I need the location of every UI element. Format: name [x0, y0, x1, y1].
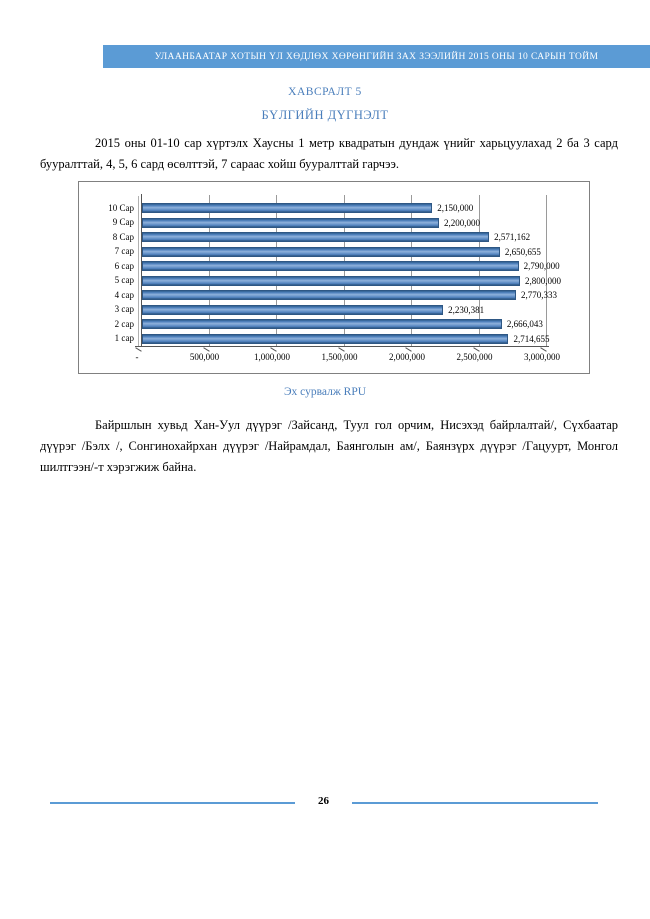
category-label: 2 сар — [114, 318, 134, 329]
x-axis-tick-label: 500,000 — [189, 352, 220, 362]
bar-value-label: 2,770,333 — [520, 290, 557, 301]
x-axis-tick-label: 1,000,000 — [254, 352, 290, 362]
bar — [142, 203, 432, 213]
page-number: 26 — [318, 795, 329, 807]
category-label: 4 сар — [114, 289, 134, 300]
bar-value-label: 2,200,000 — [444, 217, 480, 228]
bar — [142, 276, 520, 286]
category-label: 1 сар — [114, 333, 134, 344]
chart-source-caption: Эх сурвалж RPU — [283, 386, 367, 398]
bar — [142, 305, 443, 315]
chart-left-wall-line — [138, 196, 139, 346]
bar-value-label: 2,650,655 — [504, 246, 541, 257]
bar — [142, 261, 519, 271]
category-label: 10 Сар — [108, 202, 134, 213]
x-axis-tick-label: 2,500,000 — [456, 352, 493, 362]
footer-rule-right — [352, 802, 598, 804]
x-axis-tick-label: 3,000,000 — [524, 352, 560, 362]
category-label: 3 сар — [114, 304, 134, 315]
bar — [142, 247, 500, 257]
bar-value-label: 2,666,043 — [506, 319, 543, 330]
section-title: БҮЛГИЙН ДҮГНЭЛТ — [261, 108, 389, 122]
chart-area — [78, 181, 590, 374]
category-label: 8 Сар — [112, 231, 134, 242]
bar-value-label: 2,714,655 — [513, 333, 550, 344]
bar-value-label: 2,800,000 — [525, 275, 561, 286]
x-axis-tick-label: 1,500,000 — [321, 352, 358, 362]
paragraph-summary: 2015 оны 01-10 сар хүртэлх Хаусны 1 метр квадратын дундаж үнийг харьцуулахад 2 ба 3 сард бууралттай, 4, 5, 6 сард өсөлттэй, 7 сараас хойш бууралттай гарчээ. — [40, 136, 618, 171]
bar — [142, 334, 508, 344]
bar — [142, 218, 439, 228]
x-axis-tick-label: - — [135, 352, 139, 362]
category-label: 7 сар — [114, 246, 134, 257]
bar-value-label: 2,230,381 — [448, 304, 485, 315]
x-axis-tick-label: 2,000,000 — [389, 352, 425, 362]
footer-rule-left — [50, 802, 295, 804]
bar-value-label: 2,150,000 — [437, 203, 474, 213]
paragraph-locations: Байршлын хувьд Хан-Уул дүүрэг /Зайсанд, Туул гол орчим, Нисэхэд байрлалтай/, Сүхбаатар дүүрэг /Бэлх /, Сонгинохайрхан дүүрэг /Найрамдал, Баянголын ам/, Баянзүрх дүүрэг /Гацуурт, Монгол шилтгээн/-т хэрэгжиж байна. — [40, 418, 618, 474]
bar-value-label: 2,790,000 — [523, 261, 560, 272]
bar — [142, 290, 516, 300]
header-band-title: УЛААНБААТАР ХОТЫН ҮЛ ХӨДЛӨХ ХӨРӨНГИЙН ЗАХ ЗЭЭЛИЙН 2015 ОНЫ 10 САРЫН ТОЙМ — [154, 51, 599, 62]
category-label: 9 Сар — [112, 217, 134, 228]
category-label: 5 сар — [114, 275, 134, 286]
chart-x-axis-line — [135, 346, 549, 347]
category-label: 6 сар — [114, 260, 134, 271]
appendix-title: ХАВСРАЛТ 5 — [288, 86, 362, 98]
bar-value-label: 2,571,162 — [494, 232, 531, 243]
bar — [142, 319, 502, 329]
header-band — [103, 45, 650, 68]
bar — [142, 232, 489, 242]
